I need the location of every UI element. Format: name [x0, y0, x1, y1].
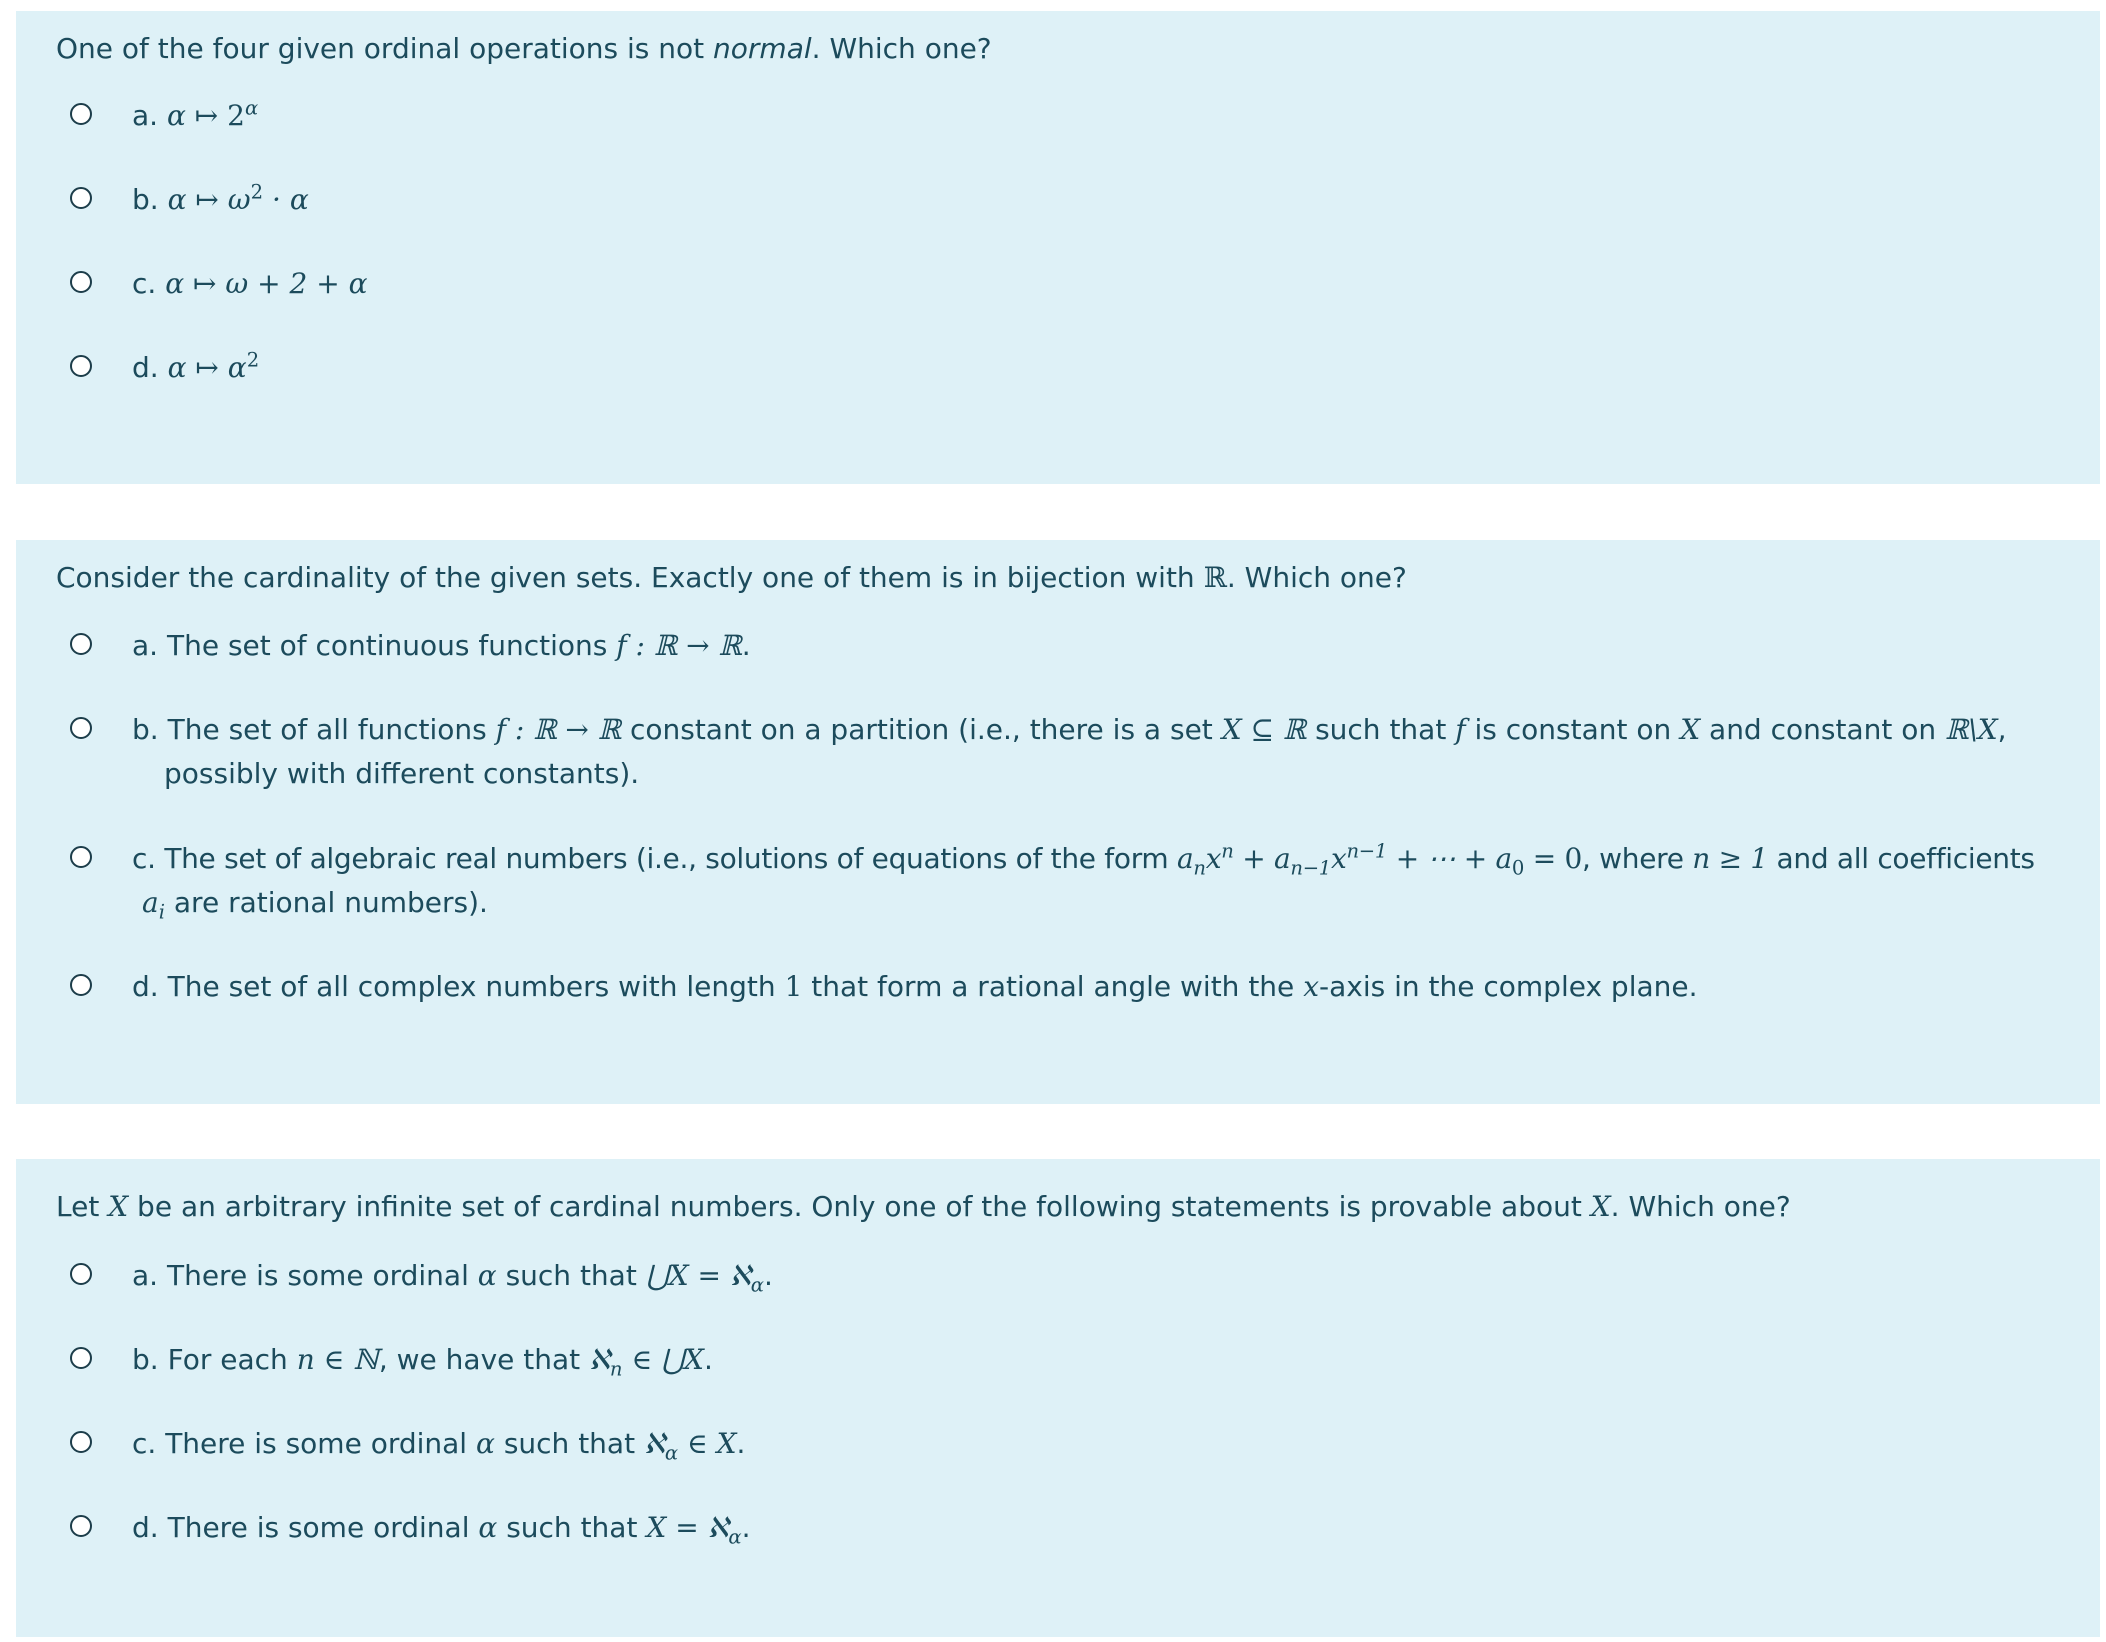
- option-label: d. α ↦ $\alpha^2$: [132, 348, 260, 384]
- question-text: Consider the cardinality of the given sets. Exactly one of them is in bijection with ℝ. Which one?: [56, 561, 1407, 594]
- option-label: b. α ↦ $\omega^2 \cdot \alpha$: [132, 180, 309, 216]
- question-text: Let X be an arbitrary infinite set of cardinal numbers. Only one of the following statements is provable about X. Which one?: [56, 1190, 1791, 1223]
- option-label: c. The set of algebraic real numbers (i.e., solutions of equations of the form $a_nx^n + a_{n-1}x^{n-1}$ + ⋯ + $a_0 = 0$, where n ≥ 1 and all coefficients: [132, 839, 2035, 880]
- question-text: One of the four given ordinal operations is not normal. Which one?: [56, 32, 992, 65]
- option-continuation: possibly with different constants).: [164, 757, 640, 790]
- radio-button[interactable]: [70, 974, 92, 996]
- option-label: a. α ↦ $2^\alpha$: [132, 96, 259, 132]
- radio-button[interactable]: [70, 633, 92, 655]
- radio-button[interactable]: [70, 1263, 92, 1285]
- option-label: b. For each n ∈ ℕ, we have that ℵ$_n$ ∈ ⋃X.: [132, 1343, 713, 1381]
- question-card-3: [16, 1159, 2100, 1637]
- radio-button[interactable]: [70, 271, 92, 293]
- option-label: a. There is some ordinal α such that ⋃X = ℵ$_\alpha$.: [132, 1259, 773, 1297]
- radio-button[interactable]: [70, 355, 92, 377]
- question-card-1: [16, 11, 2100, 484]
- option-label: c. α ↦ ω + 2 + α: [132, 267, 368, 300]
- option-continuation: $a_i$ are rational numbers).: [142, 886, 488, 924]
- radio-button[interactable]: [70, 103, 92, 125]
- option-label: c. There is some ordinal α such that ℵ$_\alpha$ ∈ X.: [132, 1427, 746, 1465]
- option-label: b. The set of all functions f : ℝ → ℝ constant on a partition (i.e., there is a set X ⊆ ℝ such that f is constant on X and constant on ℝ\X,: [132, 713, 2007, 746]
- option-label: d. There is some ordinal α such that X = ℵ$_\alpha$.: [132, 1511, 751, 1549]
- option-label: a. The set of continuous functions f : ℝ → ℝ.: [132, 629, 751, 662]
- option-label: d. The set of all complex numbers with length 1 that form a rational angle with the x-axis in the complex plane.: [132, 970, 1698, 1003]
- radio-button[interactable]: [70, 1347, 92, 1369]
- question-card-2: [16, 540, 2100, 1104]
- radio-button[interactable]: [70, 717, 92, 739]
- radio-button[interactable]: [70, 1515, 92, 1537]
- radio-button[interactable]: [70, 1431, 92, 1453]
- radio-button[interactable]: [70, 846, 92, 868]
- radio-button[interactable]: [70, 187, 92, 209]
